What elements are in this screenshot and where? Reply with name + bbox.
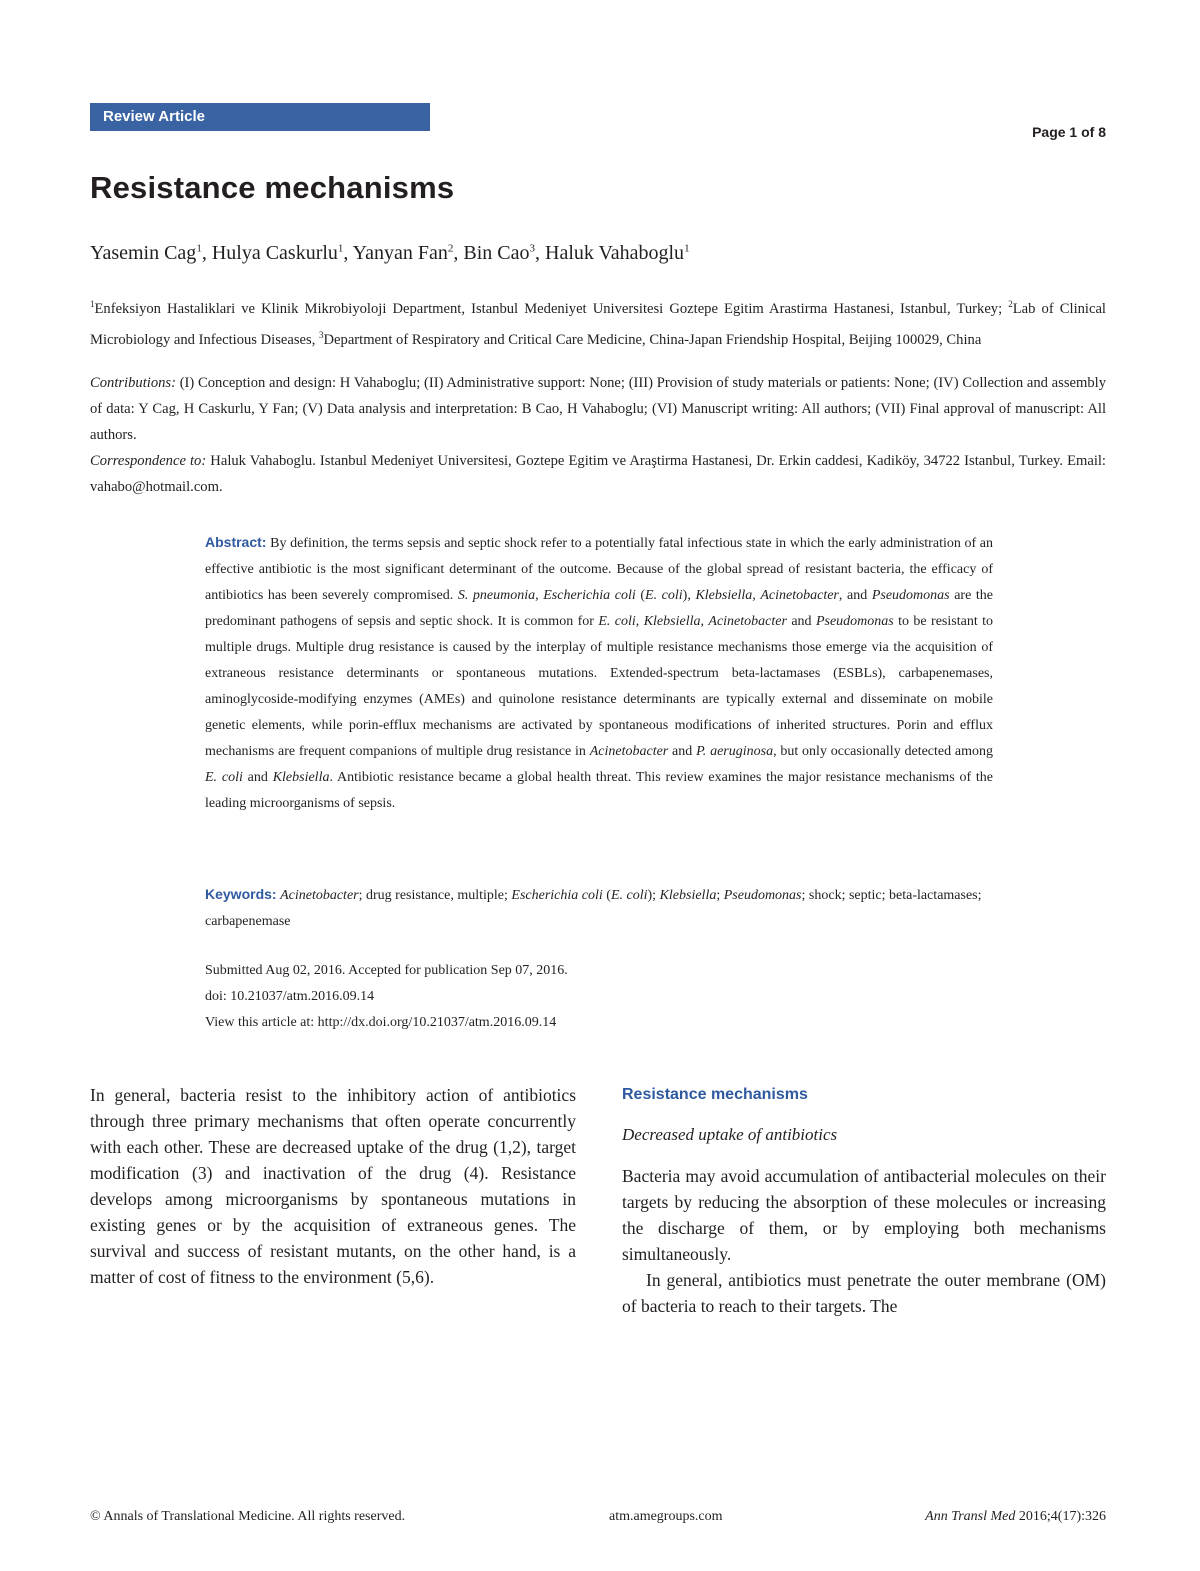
page-number: Page 1 of 8 (1032, 124, 1106, 140)
keywords-text: ); (647, 888, 660, 903)
abstract-text: are the predominant pathogens of sepsis and septic shock. It is common for (205, 588, 994, 629)
affiliation-text: Department of Respiratory and Critical Care Medicine, China-Japan Friendship Hospital, Beijing 100029, China (323, 331, 982, 348)
author-list (90, 242, 690, 265)
article-title: Resistance mechanisms (90, 170, 455, 205)
affiliation-text: Lab of Clinical Microbiology and Infectious Diseases, (90, 300, 1106, 348)
section-heading: Resistance mechanisms (622, 1086, 808, 1103)
abstract-text: to be resistant to multiple drugs. Multiple drug resistance is caused by the interplay of multiple resistance mechanisms those emerge via the acquisition of extraneous resistance determinants or spontaneous mutations. Extended-spectrum beta-lactamases (ESBLs), carbapenemases, aminoglycoside-modifying enzymes (AMEs) and quinolone resistance determinants are typically external and disseminate on mobile genetic elements, while porin-efflux mechanisms are activated by spontaneous modifications of inherited structures. Porin and efflux mechanisms are frequent companions of multiple drug resistance in (205, 614, 994, 759)
abstract-text: ), (682, 588, 696, 603)
abstract-italic: Klebsiella (695, 588, 753, 603)
submission-dates: Submitted Aug 02, 2016. Accepted for publication Sep 07, 2016. (205, 963, 568, 978)
abstract-italic: P. aeruginosa (696, 744, 774, 759)
abstract-italic: Pseudomonas (871, 588, 950, 603)
keyword-italic: E. coli (610, 888, 648, 903)
abstract-text: and (242, 770, 273, 785)
body-paragraph-right: In general, antibiotics must penetrate the outer membrane (OM) of bacteria to reach to their targets. The (622, 1270, 1106, 1316)
citation-journal: Ann Transl Med (925, 1509, 1016, 1524)
abstract-italic: Klebsiella (272, 770, 330, 785)
abstract-text: , (752, 588, 761, 603)
contributions-text: (I) Conception and design: H Vahaboglu; (II) Administrative support: None; (III) Provision of study materials or patients: None; (IV) Collection and assembly of data: Y Cag, H Caskurlu, Y Fan; (V) Data analysis and interpretation: B Cao, H Vahaboglu; (VI) Manuscript writing: All authors; (VII) Final approval of manuscript: All authors. (90, 375, 1106, 443)
subsection-heading: Decreased uptake of antibiotics (622, 1125, 838, 1144)
author-affiliation-mark: 3 (529, 242, 535, 255)
author-affiliation-mark: 1 (196, 242, 202, 255)
body-paragraph-right: Bacteria may avoid accumulation of antibacterial molecules on their targets by reducing the absorption of these molecules or increasing the discharge of them, or by employing both mechanisms simultaneously. (622, 1166, 1106, 1264)
abstract-italic: Acinetobacter (760, 588, 839, 603)
abstract-text: , (700, 614, 709, 629)
doi: doi: 10.21037/atm.2016.09.14 (205, 989, 375, 1004)
affiliation-text: Enfeksiyon Hastaliklari ve Klinik Mikrobiyoloji Department, Istanbul Medeniyet Universitesi Goztepe Egitim Arastirma Hastanesi, Istanbul, Turkey; (94, 300, 1009, 317)
footer-site[interactable]: atm.amegroups.com (609, 1509, 723, 1524)
abstract-text: ( (635, 588, 646, 603)
author-separator: , (453, 242, 464, 264)
footer-copyright: © Annals of Translational Medicine. All rights reserved. (90, 1509, 406, 1524)
author-affiliation-mark: 1 (337, 242, 344, 255)
abstract-italic: Acinetobacter (589, 744, 669, 759)
abstract-text: and (668, 744, 697, 759)
author-name: Yanyan Fan (352, 242, 448, 264)
keyword-italic: Escherichia coli (511, 888, 603, 903)
contributions (90, 370, 1106, 448)
abstract-italic: S. pneumonia (457, 588, 536, 603)
keywords-label: Keywords: (205, 886, 277, 902)
abstract-italic: Klebsiella (643, 614, 701, 629)
abstract-text: , (635, 614, 644, 629)
correspondence (90, 448, 1106, 500)
author-name: Bin Cao (463, 242, 530, 264)
keywords-text: ( (602, 888, 611, 903)
keyword-italic: Klebsiella (659, 888, 717, 903)
affiliations (90, 291, 1106, 353)
affiliation-mark: 2 (1008, 299, 1013, 309)
abstract-italic: Pseudomonas (815, 614, 894, 629)
article-type-label: Review Article (103, 108, 205, 125)
abstract-italic: Escherichia coli (543, 588, 636, 603)
author-name: Haluk Vahaboglu (545, 242, 685, 264)
abstract-label: Abstract: (205, 534, 267, 550)
author-affiliation-mark: 2 (447, 242, 454, 255)
abstract (205, 529, 993, 817)
keyword-italic: Pseudomonas (723, 888, 802, 903)
footer-citation (925, 1509, 1106, 1525)
article-type-badge (90, 103, 430, 131)
affiliation-mark: 3 (319, 329, 324, 340)
author-separator: , (535, 242, 545, 264)
author-separator: , (201, 242, 212, 264)
abstract-italic: E. coli (598, 614, 636, 629)
contributions-label: Contributions: (90, 375, 176, 391)
abstract-text: , (535, 588, 544, 603)
keywords-text: ; drug resistance, multiple; (358, 888, 512, 903)
abstract-italic: Acinetobacter (708, 614, 787, 629)
abstract-text: By definition, the terms sepsis and septic shock refer to a potentially fatal infectious state in which the early administration of an effective antibiotic is the most significant determinant of the outcome. Because of the global spread of resistant bacteria, the efficacy of antibiotics has been severely compromised. (205, 536, 993, 603)
keywords (205, 881, 993, 935)
affiliation-mark: 1 (90, 299, 95, 309)
correspondence-text: Haluk Vahaboglu. Istanbul Medeniyet Universitesi, Goztepe Egitim ve Araştirma Hastanesi, Dr. Erkin caddesi, Kadiköy, 34722 Istanbul, Turkey. Email: vahabo@hotmail.com. (90, 453, 1106, 495)
author-name: Yasemin Cag (90, 242, 197, 264)
body-paragraph-left: In general, bacteria resist to the inhibitory action of antibiotics through three primary mechanisms that often operate concurrently with each other. These are decreased uptake of the drug (1,2), target modification (3) and inactivation of the drug (4). Resistance develops among microorganisms by spontaneous mutations in existing genes or by the acquisition of extraneous genes. The survival and success of resistant mutants, on the other hand, is a matter of cost of fitness to the environment (5,6). (90, 1085, 576, 1287)
keyword-italic: Acinetobacter (280, 888, 359, 903)
abstract-text: . Antibiotic resistance became a global health threat. This review examines the major resistance mechanisms of the leading microorganisms of sepsis. (205, 770, 994, 811)
author-affiliation-mark: 1 (684, 242, 690, 255)
abstract-italic: E. coli (645, 588, 683, 603)
author-name: Hulya Caskurlu (211, 242, 338, 264)
abstract-text: , but only occasionally detected among (773, 744, 994, 759)
keywords-text: ; shock; septic; beta-lactamases; carbapenemase (205, 888, 982, 929)
article-link[interactable]: View this article at: http://dx.doi.org/10.21037/atm.2016.09.14 (205, 1015, 557, 1030)
abstract-italic: E. coli (205, 770, 243, 785)
keywords-text: ; (716, 888, 724, 903)
citation-volume: 2016;4(17):326 (1015, 1509, 1106, 1524)
abstract-text: and (786, 614, 816, 629)
abstract-text: , and (838, 588, 872, 603)
correspondence-label: Correspondence to: (90, 453, 207, 469)
author-separator: , (343, 242, 353, 264)
